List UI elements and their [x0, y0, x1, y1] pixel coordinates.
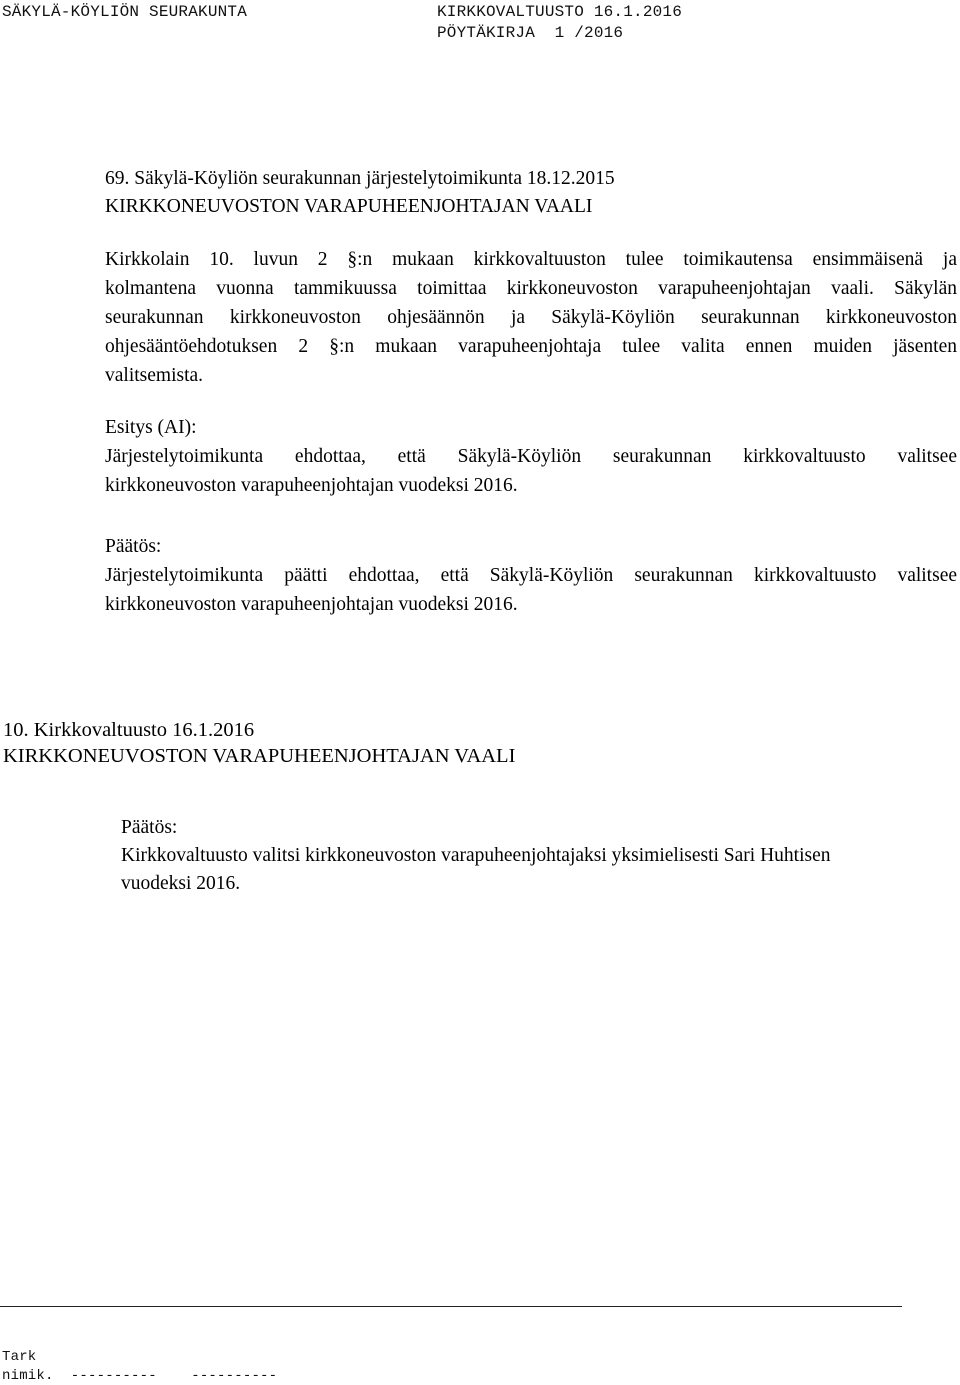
footer-initials-line: nimik. ---------- ----------	[2, 1368, 278, 1384]
decision-line: kirkkoneuvoston varapuheenjohtajan vuodeksi 2016.	[105, 594, 518, 615]
section-10-subject: KIRKKONEUVOSTON VARAPUHEENJOHTAJAN VAALI	[3, 745, 516, 767]
footer-check-label: Tark	[2, 1349, 37, 1365]
law-line: seurakunnan kirkkoneuvoston ohjesäännön ja Säkylä-Köyliön seurakunnan kirkkoneuvoston	[105, 307, 957, 328]
header-organization: SÄKYLÄ-KÖYLIÖN SEURAKUNTA	[2, 3, 248, 21]
proposal-line: kirkkoneuvoston varapuheenjohtajan vuodeksi 2016.	[105, 475, 518, 496]
section-69-law-paragraph	[105, 245, 957, 390]
footer-divider	[0, 1306, 902, 1307]
section-69-title	[105, 165, 865, 221]
decision-label: Päätös:	[121, 817, 178, 838]
law-line: valitsemista.	[105, 365, 204, 386]
law-line: kolmantena vuonna tammikuussa toimittaa kirkkoneuvoston varapuheenjohtajan vaali. Säkylän	[105, 278, 957, 299]
proposal-label: Esitys (AI):	[105, 417, 197, 438]
law-line: ohjesääntöehdotuksen 2 §:n mukaan varapuheenjohtaja tulee valita ennen muiden jäsenten	[105, 336, 957, 357]
proposal-line: Järjestelytoimikunta ehdottaa, että Säkylä-Köyliön seurakunnan kirkkovaltuusto valitsee	[105, 446, 957, 467]
header-meeting: KIRKKOVALTUUSTO 16.1.2016	[437, 3, 683, 21]
section-10-title	[3, 717, 903, 769]
section-69-decision	[105, 532, 957, 619]
decision-line: vuodeksi 2016.	[121, 873, 241, 894]
header-minutes-number: PÖYTÄKIRJA 1 /2016	[437, 24, 624, 42]
law-line: Kirkkolain 10. luvun 2 §:n mukaan kirkkovaltuuston tulee toimikautensa ensimmäisenä ja	[105, 249, 957, 270]
decision-line: Järjestelytoimikunta päätti ehdottaa, että Säkylä-Köyliön seurakunnan kirkkovaltuusto valitsee	[105, 565, 957, 586]
section-69-proposal	[105, 413, 957, 500]
section-69-subject: KIRKKONEUVOSTON VARAPUHEENJOHTAJAN VAALI	[105, 196, 593, 217]
section-10-decision	[121, 814, 951, 898]
section-10-heading: 10. Kirkkovaltuusto 16.1.2016	[3, 719, 255, 741]
decision-label: Päätös:	[105, 536, 162, 557]
section-69-heading: 69. Säkylä-Köyliön seurakunnan järjestelytoimikunta 18.12.2015	[105, 168, 615, 189]
decision-line: Kirkkovaltuusto valitsi kirkkoneuvoston varapuheenjohtajaksi yksimielisesti Sari Huhtisen	[121, 845, 831, 866]
